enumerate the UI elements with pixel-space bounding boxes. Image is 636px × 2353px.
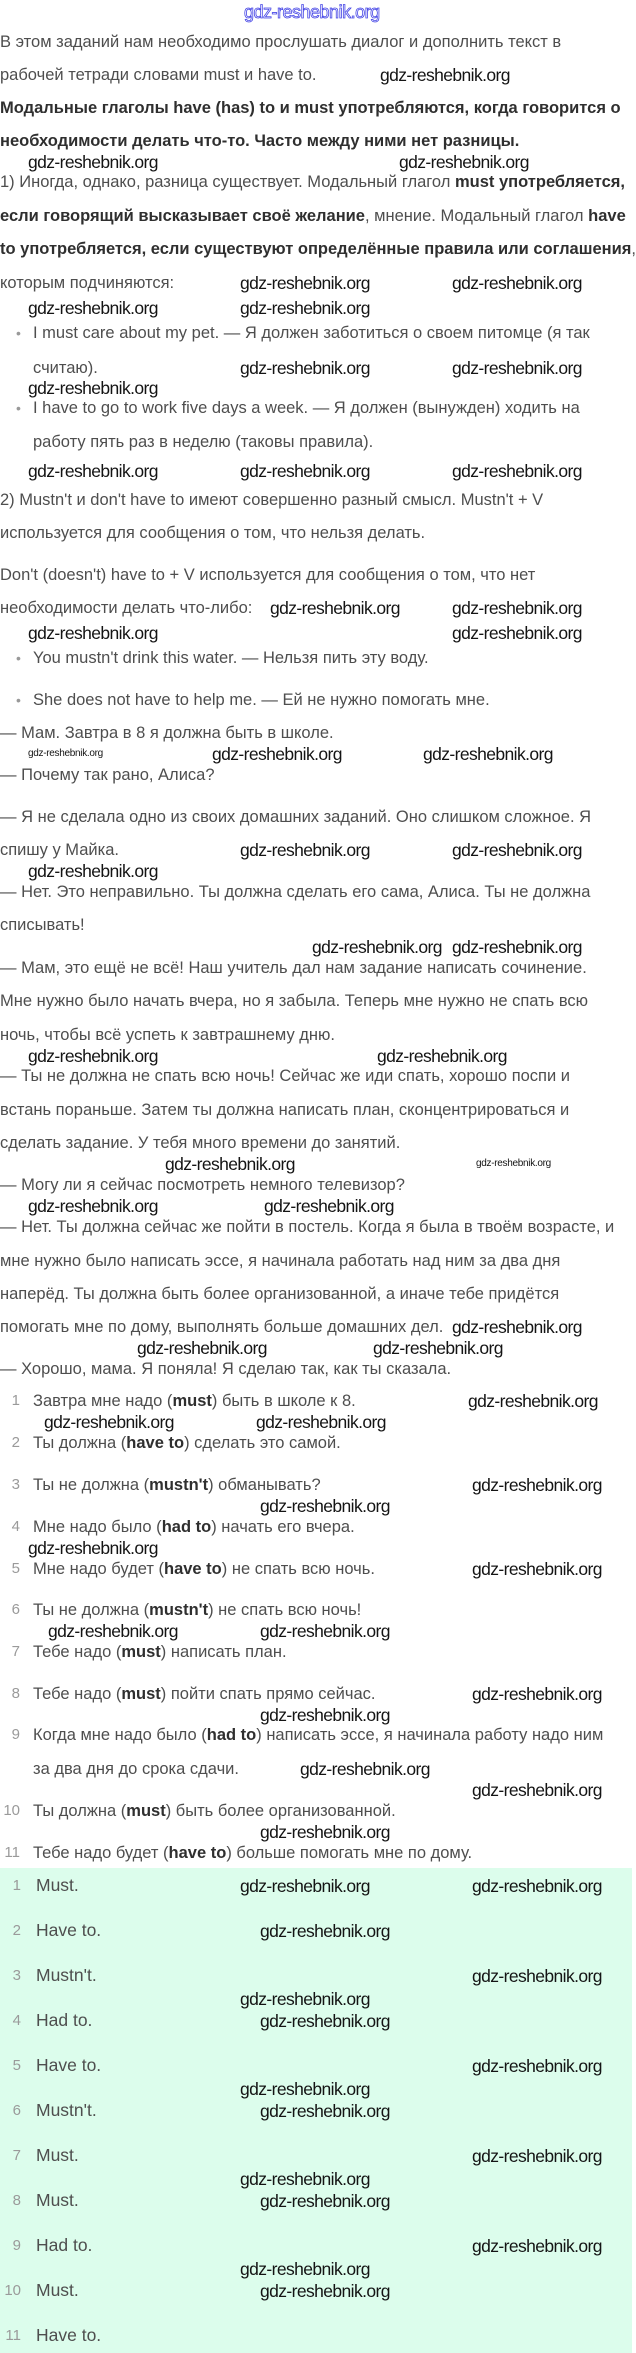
- exercise-item: [33, 1684, 375, 1704]
- bullet-item: [33, 398, 580, 418]
- emphasis-text: mustn't: [149, 1601, 209, 1619]
- text-segment: используется для сообщения о том, что нельзя делать.: [0, 524, 426, 542]
- paragraph-line: [0, 1317, 443, 1337]
- paragraph-line: [0, 273, 174, 293]
- bullet-icon: •: [16, 400, 21, 416]
- watermark-text: gdz-reshebnik.org: [472, 1780, 602, 1800]
- watermark-text: gdz-reshebnik.org: [452, 623, 582, 643]
- paragraph-line: [0, 991, 588, 1011]
- answer-item: Must.: [36, 2280, 79, 2300]
- bullet-icon: •: [16, 692, 21, 708]
- watermark-text: gdz-reshebnik.org: [28, 748, 103, 759]
- answer-number: 6: [12, 2102, 21, 2119]
- answer-number: 5: [12, 2057, 21, 2074]
- exercise-number: 1: [11, 1392, 20, 1409]
- text-segment: необходимости делать что-либо:: [0, 599, 253, 617]
- text-segment: ) обманывать?: [208, 1476, 321, 1494]
- exercise-number: 7: [11, 1643, 20, 1660]
- text-segment: ) сделать это самой.: [184, 1434, 341, 1452]
- watermark-text: gdz-reshebnik.org: [260, 2191, 390, 2211]
- exercise-item: [33, 1475, 321, 1495]
- text-segment: спишу у Майка.: [0, 841, 119, 859]
- emphasis-text: Модальные глаголы have (has) to и must употребляются, когда говорится о: [0, 99, 621, 117]
- watermark-text: gdz-reshebnik.org: [264, 1196, 394, 1216]
- text-segment: наперёд. Ты должна быть более организованной, а иначе тебе придётся: [0, 1285, 560, 1303]
- text-segment: встань пораньше. Затем ты должна написать план, сконцентрироваться и: [0, 1101, 570, 1119]
- exercise-number: 8: [11, 1685, 20, 1702]
- watermark-text: gdz-reshebnik.org: [240, 358, 370, 378]
- exercise-number: 3: [11, 1476, 20, 1493]
- exercise-item: [33, 1391, 356, 1411]
- watermark-text: gdz-reshebnik.org: [260, 1704, 390, 1725]
- exercise-item: [33, 1433, 341, 1453]
- watermark-text: gdz-reshebnik.org: [240, 298, 370, 318]
- text-segment: — Ты не должна не спать всю ночь! Сейчас же иди спать, хорошо поспи и: [0, 1067, 571, 1085]
- exercise-number: 11: [4, 1844, 20, 1861]
- watermark-text: gdz-reshebnik.org: [165, 1154, 295, 1174]
- text-segment: Тебе надо (: [33, 1643, 122, 1661]
- paragraph-line: [0, 1066, 570, 1086]
- watermark-text: gdz-reshebnik.org: [452, 598, 582, 618]
- header-watermark-link[interactable]: gdz-reshebnik.org: [244, 2, 380, 22]
- answer-item: Have to.: [36, 2325, 102, 2345]
- watermark-text: gdz-reshebnik.org: [472, 1559, 602, 1579]
- answer-number: 8: [12, 2192, 21, 2209]
- paragraph-line: [0, 32, 561, 52]
- exercise-number: 5: [11, 1560, 20, 1577]
- watermark-text: gdz-reshebnik.org: [28, 861, 158, 881]
- paragraph-line: [0, 565, 535, 585]
- text-segment: Ты не должна (: [33, 1476, 150, 1494]
- text-segment: Don't (doesn't) have to + V используется для сообщения о том, что нет: [0, 566, 536, 584]
- paragraph-line: [0, 598, 252, 618]
- emphasis-text: необходимости делать что-то. Часто между ними нет разницы.: [0, 132, 520, 150]
- watermark-text: gdz-reshebnik.org: [476, 1158, 551, 1169]
- answer-number: 10: [4, 2282, 21, 2299]
- exercise-item: [33, 1843, 472, 1863]
- text-segment: Ты должна (: [33, 1434, 127, 1452]
- answer-item: Have to.: [36, 2055, 102, 2075]
- text-segment: мне нужно было написать эссе, я начинала работать над ним за два дня: [0, 1252, 561, 1270]
- text-segment: — Я не сделала одно из своих домашних заданий. Оно слишком сложное. Я: [0, 808, 592, 826]
- paragraph-line: [0, 1359, 451, 1379]
- text-segment: ) не спать всю ночь!: [208, 1601, 362, 1619]
- watermark-text: gdz-reshebnik.org: [48, 1621, 178, 1641]
- paragraph-line: [0, 1100, 569, 1120]
- text-segment: — Почему так рано, Алиса?: [0, 766, 215, 784]
- text-segment: I must care about my pet. — Я должен заботиться о своем питомце (я так: [33, 324, 590, 342]
- exercise-number: 4: [11, 1518, 20, 1535]
- paragraph-line: [0, 1217, 614, 1237]
- exercise-item: [33, 1759, 239, 1779]
- watermark-text: gdz-reshebnik.org: [240, 2258, 370, 2279]
- watermark-text: gdz-reshebnik.org: [472, 1966, 602, 1986]
- paragraph-line: [0, 98, 621, 118]
- watermark-text: gdz-reshebnik.org: [472, 2236, 602, 2256]
- answer-number: 3: [12, 1967, 21, 1984]
- text-segment: ) больше помогать мне по дому.: [226, 1844, 473, 1862]
- paragraph-line: [0, 1175, 405, 1195]
- paragraph-line: [0, 723, 334, 743]
- watermark-text: gdz-reshebnik.org: [28, 151, 158, 172]
- exercise-item: [33, 1642, 287, 1662]
- answer-item: Mustn't.: [36, 2100, 97, 2120]
- paragraph-line: [0, 65, 317, 85]
- text-segment: работу пять раз в неделю (таковы правила).: [33, 433, 374, 451]
- watermark-text: gdz-reshebnik.org: [452, 840, 582, 860]
- text-segment: Когда мне надо было (: [33, 1726, 207, 1744]
- text-segment: ) начать его вчера.: [211, 1518, 355, 1536]
- watermark-text: gdz-reshebnik.org: [240, 1988, 370, 2009]
- watermark-text: gdz-reshebnik.org: [256, 1412, 386, 1432]
- exercise-item: [33, 1600, 361, 1620]
- bullet-item: [33, 323, 590, 343]
- emphasis-text: must употребляется,: [454, 173, 626, 191]
- text-segment: — Могу ли я сейчас посмотреть немного телевизор?: [0, 1176, 405, 1194]
- bullet-item-continuation: [33, 358, 98, 378]
- text-segment: ) быть более организованной.: [165, 1802, 396, 1820]
- text-segment: 2) Mustn't и don't have to имеют совершенно разный смысл. Mustn't + V: [0, 491, 544, 509]
- watermark-text: gdz-reshebnik.org: [28, 298, 158, 318]
- watermark-text: gdz-reshebnik.org: [260, 2281, 390, 2301]
- watermark-text: gdz-reshebnik.org: [260, 1822, 390, 1842]
- emphasis-text: mustn't: [149, 1476, 209, 1494]
- text-segment: Ты должна (: [33, 1802, 127, 1820]
- emphasis-text: have to: [163, 1560, 222, 1578]
- watermark-text: gdz-reshebnik.org: [240, 2168, 370, 2189]
- exercise-number: 2: [11, 1434, 20, 1451]
- paragraph-line: [0, 958, 587, 978]
- text-segment: В этом заданий нам необходимо прослушать диалог и дополнить текст в: [0, 33, 562, 51]
- watermark-text: gdz-reshebnik.org: [260, 2101, 390, 2121]
- paragraph-line: [0, 1025, 335, 1045]
- emphasis-text: must: [172, 1392, 212, 1410]
- watermark-text: gdz-reshebnik.org: [137, 1338, 267, 1358]
- paragraph-line: [0, 1133, 400, 1153]
- emphasis-text: have to: [168, 1844, 227, 1862]
- watermark-text: gdz-reshebnik.org: [260, 2011, 390, 2031]
- text-segment: Тебе надо (: [33, 1685, 122, 1703]
- bullet-icon: •: [16, 650, 21, 666]
- answer-number: 4: [12, 2012, 21, 2029]
- answer-number: 7: [12, 2147, 21, 2164]
- answer-item: Had to.: [36, 2010, 93, 2030]
- paragraph-line: [0, 1251, 560, 1271]
- watermark-text: gdz-reshebnik.org: [260, 1621, 390, 1641]
- text-segment: Ты не должна (: [33, 1601, 150, 1619]
- paragraph-line: [0, 765, 215, 785]
- watermark-text: gdz-reshebnik.org: [28, 1196, 158, 1216]
- watermark-text: gdz-reshebnik.org: [452, 461, 582, 481]
- paragraph-line: [0, 206, 626, 226]
- text-segment: Мне нужно было начать вчера, но я забыла. Теперь мне нужно не спать всю: [0, 992, 589, 1010]
- text-segment: You mustn't drink this water. — Нельзя пить эту воду.: [33, 649, 429, 667]
- watermark-text: gdz-reshebnik.org: [260, 1921, 390, 1941]
- answer-number: 9: [12, 2237, 21, 2254]
- answer-item: Had to.: [36, 2235, 93, 2255]
- text-segment: ) написать эссе, я начинала работу надо ним: [256, 1726, 604, 1744]
- watermark-text: gdz-reshebnik.org: [472, 1475, 602, 1495]
- paragraph-line: [0, 172, 625, 192]
- watermark-text: gdz-reshebnik.org: [240, 273, 370, 293]
- paragraph-line: [0, 807, 591, 827]
- exercise-number: 10: [3, 1802, 20, 1819]
- emphasis-text: have: [588, 207, 626, 225]
- text-segment: сделать задание. У тебя много времени до занятий.: [0, 1134, 401, 1152]
- paragraph-line: [0, 490, 543, 510]
- text-segment: She does not have to help me. — Ей не нужно помогать мне.: [33, 691, 490, 709]
- watermark-text: gdz-reshebnik.org: [452, 936, 582, 957]
- paragraph-line: [0, 1284, 559, 1304]
- text-segment: Тебе надо будет (: [33, 1844, 169, 1862]
- answer-number: 2: [12, 1922, 21, 1939]
- emphasis-text: must: [121, 1685, 161, 1703]
- text-segment: Завтра мне надо (: [33, 1392, 173, 1410]
- answer-item: Must.: [36, 2190, 79, 2210]
- emphasis-text: had to: [206, 1726, 257, 1744]
- text-segment: рабочей тетради словами must и have to.: [0, 66, 317, 84]
- exercise-number: 9: [11, 1726, 20, 1743]
- paragraph-line: [0, 131, 519, 151]
- watermark-text: gdz-reshebnik.org: [423, 744, 553, 764]
- watermark-text: gdz-reshebnik.org: [240, 461, 370, 481]
- watermark-text: gdz-reshebnik.org: [212, 744, 342, 764]
- text-segment: — Нет. Ты должна сейчас же пойти в постель. Когда я была в твоём возрасте, и: [0, 1218, 615, 1236]
- text-segment: — Нет. Это неправильно. Ты должна сделать его сама, Алиса. Ты не должна: [0, 883, 591, 901]
- text-segment: ) быть в школе к 8.: [211, 1392, 356, 1410]
- watermark-text: gdz-reshebnik.org: [472, 2146, 602, 2166]
- bullet-item-continuation: [33, 432, 373, 452]
- text-segment: ) пойти спать прямо сейчас.: [160, 1685, 376, 1703]
- text-segment: помогать мне по дому, выполнять больше домашних дел.: [0, 1318, 444, 1336]
- watermark-text: gdz-reshebnik.org: [472, 1684, 602, 1704]
- text-segment: считаю).: [33, 359, 98, 377]
- text-segment: , мнение. Модальный глагол: [364, 207, 589, 225]
- watermark-text: gdz-reshebnik.org: [260, 1496, 390, 1516]
- watermark-text: gdz-reshebnik.org: [28, 623, 158, 643]
- answer-item: Must.: [36, 2145, 79, 2165]
- watermark-text: gdz-reshebnik.org: [28, 378, 158, 398]
- paragraph-line: [0, 915, 85, 935]
- text-segment: Мне надо будет (: [33, 1560, 164, 1578]
- text-segment: списывать!: [0, 916, 85, 934]
- watermark-text: gdz-reshebnik.org: [240, 840, 370, 860]
- paragraph-line: [0, 523, 425, 543]
- emphasis-text: must: [126, 1802, 166, 1820]
- text-segment: 1) Иногда, однако, разница существует. Модальный глагол: [0, 173, 455, 191]
- text-segment: которым подчиняются:: [0, 274, 175, 292]
- watermark-text: gdz-reshebnik.org: [373, 1338, 503, 1358]
- answer-number: 1: [12, 1877, 21, 1894]
- watermark-text: gdz-reshebnik.org: [28, 461, 158, 481]
- paragraph-line: [0, 882, 590, 902]
- watermark-text: gdz-reshebnik.org: [452, 273, 582, 293]
- exercise-item: [33, 1517, 355, 1537]
- watermark-text: gdz-reshebnik.org: [300, 1759, 430, 1779]
- bullet-icon: •: [16, 325, 21, 341]
- emphasis-text: must: [121, 1643, 161, 1661]
- watermark-text: gdz-reshebnik.org: [452, 1317, 582, 1337]
- exercise-item: [33, 1801, 396, 1821]
- watermark-text: gdz-reshebnik.org: [270, 598, 400, 618]
- watermark-text: gdz-reshebnik.org: [452, 358, 582, 378]
- emphasis-text: если говорящий высказывает своё желание: [0, 207, 365, 225]
- watermark-text: gdz-reshebnik.org: [399, 151, 529, 172]
- watermark-text: gdz-reshebnik.org: [28, 1045, 158, 1066]
- emphasis-text: had to: [161, 1518, 212, 1536]
- paragraph-line: [0, 239, 636, 259]
- answer-item: Must.: [36, 1875, 79, 1895]
- watermark-text: gdz-reshebnik.org: [312, 936, 442, 957]
- watermark-text: gdz-reshebnik.org: [472, 1876, 602, 1896]
- answer-item: Have to.: [36, 1920, 102, 1940]
- exercise-item: [33, 1559, 375, 1579]
- bullet-item: [33, 690, 490, 710]
- watermark-text: gdz-reshebnik.org: [44, 1412, 174, 1432]
- watermark-text: gdz-reshebnik.org: [240, 2078, 370, 2099]
- text-segment: ,: [631, 240, 636, 258]
- text-segment: ) не спать всю ночь.: [221, 1560, 375, 1578]
- text-segment: — Хорошо, мама. Я поняла! Я сделаю так, как ты сказала.: [0, 1360, 452, 1378]
- text-segment: — Мам. Завтра в 8 я должна быть в школе.: [0, 724, 334, 742]
- answer-number: 11: [5, 2327, 21, 2344]
- exercise-number: 6: [11, 1601, 20, 1618]
- exercise-item: [33, 1725, 603, 1745]
- watermark-text: gdz-reshebnik.org: [377, 1045, 507, 1066]
- bullet-item: [33, 648, 429, 668]
- watermark-text: gdz-reshebnik.org: [472, 2056, 602, 2076]
- watermark-text: gdz-reshebnik.org: [28, 1538, 158, 1558]
- text-segment: за два дня до срока сдачи.: [33, 1760, 239, 1778]
- answer-item: Mustn't.: [36, 1965, 97, 1985]
- watermark-text: gdz-reshebnik.org: [240, 1876, 370, 1896]
- emphasis-text: to употребляется, если существуют определённые правила или соглашения: [0, 240, 632, 258]
- text-segment: Мне надо было (: [33, 1518, 162, 1536]
- text-segment: ) написать план.: [160, 1643, 287, 1661]
- text-segment: — Мам, это ещё не всё! Наш учитель дал нам задание написать сочинение.: [0, 959, 587, 977]
- watermark-text: gdz-reshebnik.org: [468, 1391, 598, 1411]
- watermark-text: gdz-reshebnik.org: [380, 65, 510, 85]
- emphasis-text: have to: [126, 1434, 185, 1452]
- paragraph-line: [0, 840, 119, 860]
- text-segment: ночь, чтобы всё успеть к завтрашнему дню.: [0, 1026, 335, 1044]
- text-segment: I have to go to work five days a week. — Я должен (вынужден) ходить на: [33, 399, 580, 417]
